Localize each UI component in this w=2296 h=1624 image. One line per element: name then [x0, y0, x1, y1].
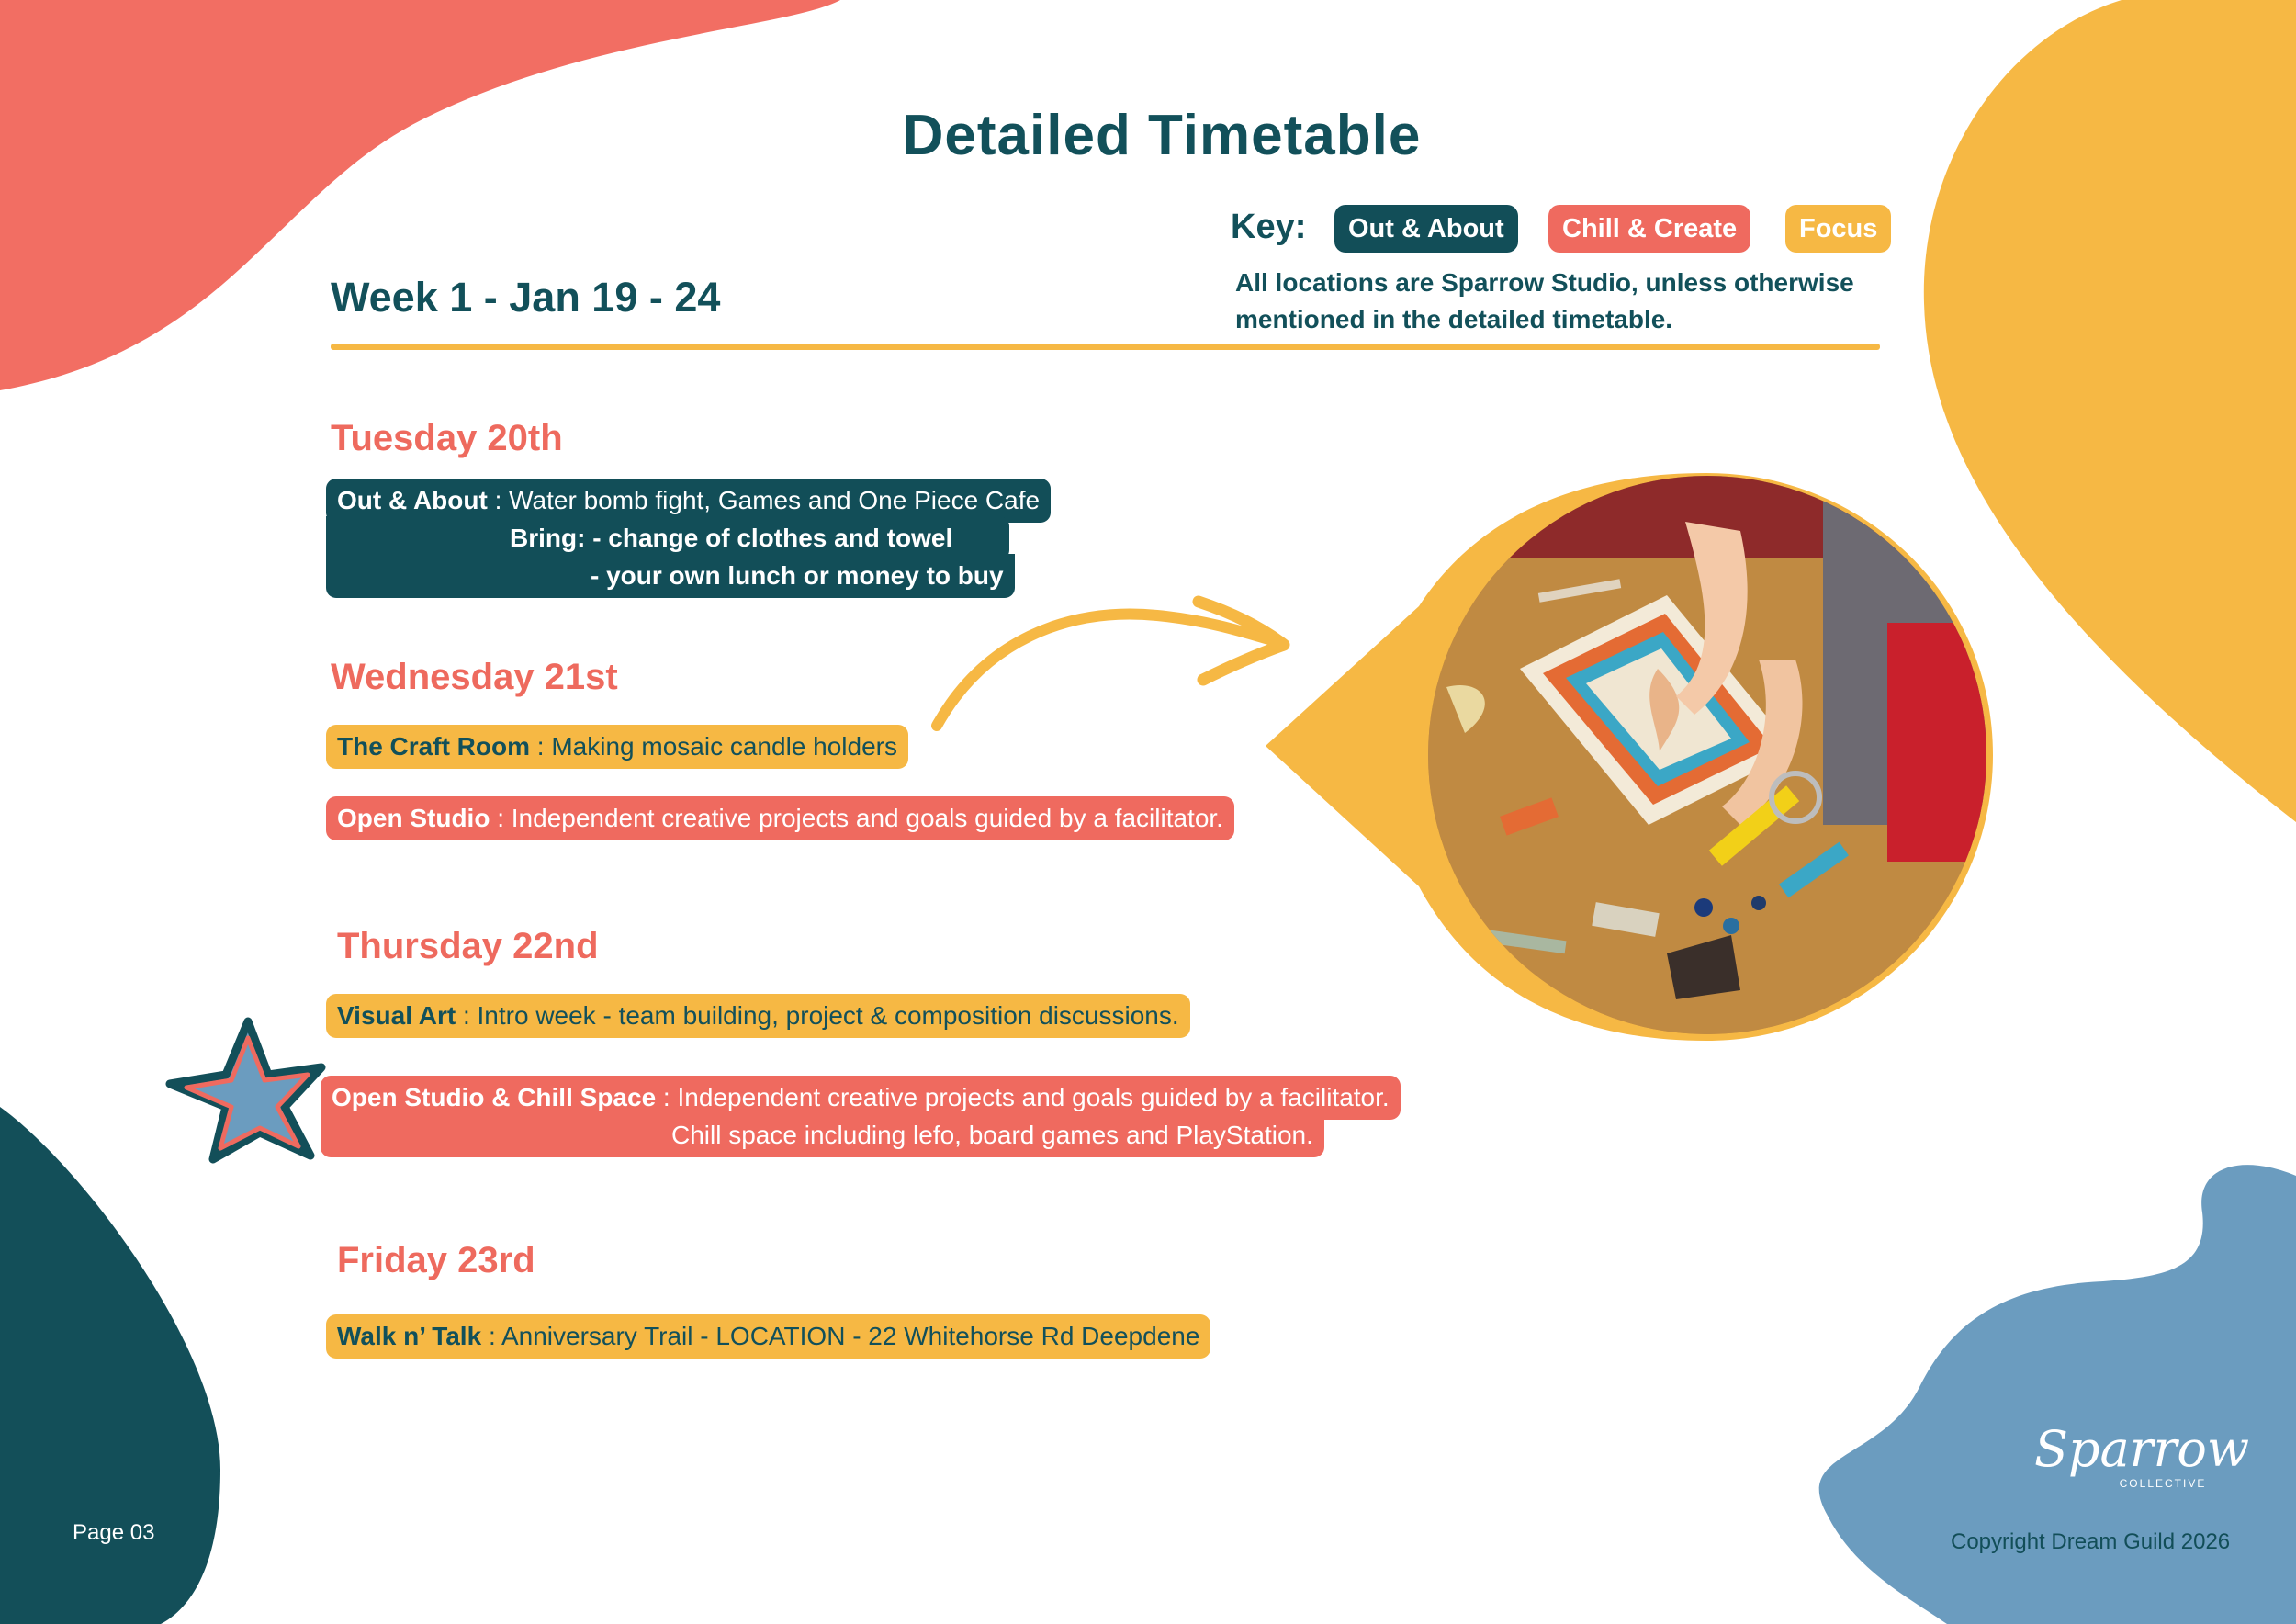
event-walk-n-talk	[326, 1314, 1210, 1359]
logo-wordmark: Sparrow	[2034, 1420, 2250, 1478]
divider	[331, 344, 1880, 350]
event-description: : Intro week - team building, project & composition discussions.	[456, 1001, 1179, 1030]
event-title: Out & About	[337, 486, 488, 514]
day-heading-friday: Friday 23rd	[337, 1240, 535, 1280]
event-description: : Water bomb fight, Games and One Piece Cafe	[487, 486, 1041, 514]
event-description: : Independent creative projects and goals guided by a facilitator.	[656, 1083, 1390, 1111]
event-description: : Making mosaic candle holders	[530, 732, 897, 761]
event-title: The Craft Room	[337, 732, 530, 761]
mosaic-craft-photo	[1428, 476, 1986, 1034]
event-chill-space-line: Chill space including lefo, board games and PlayStation.	[321, 1113, 1324, 1157]
key-label: Key:	[1231, 208, 1307, 246]
location-note: All locations are Sparrow Studio, unless otherwise mentioned in the detailed timetable.	[1235, 268, 1854, 333]
blue-blob-decoration	[1819, 1165, 2296, 1624]
event-description: : Independent creative projects and goals guided by a facilitator.	[490, 804, 1223, 832]
event-title: Visual Art	[337, 1001, 456, 1030]
week-heading: Week 1 - Jan 19 - 24	[331, 274, 721, 321]
teal-blob-decoration	[0, 1107, 220, 1624]
page-title: Detailed Timetable	[902, 104, 1422, 167]
arrow-head-icon	[1199, 602, 1284, 680]
day-heading-wednesday: Wednesday 21st	[331, 657, 618, 697]
event-title: Open Studio & Chill Space	[332, 1083, 657, 1111]
key-focus: Focus	[1785, 205, 1891, 253]
coral-blob-decoration	[0, 0, 840, 390]
sparrow-logo	[2034, 1420, 2250, 1490]
event-bring-line-2: - your own lunch or money to buy	[326, 554, 1015, 598]
day-heading-thursday: Thursday 22nd	[337, 926, 599, 966]
event-title: Walk n’ Talk	[337, 1322, 482, 1350]
key-out-and-about: Out & About	[1334, 205, 1518, 253]
event-bring-line-1: Bring: - change of clothes and towel	[326, 516, 1009, 560]
event-description: : Anniversary Trail - LOCATION - 22 Whitehorse Rd Deepdene	[481, 1322, 1200, 1350]
event-visual-art	[326, 994, 1190, 1038]
page-number: Page 03	[73, 1520, 155, 1545]
copyright: Copyright Dream Guild 2026	[1951, 1529, 2231, 1554]
logo-subtitle: COLLECTIVE	[2119, 1477, 2207, 1490]
day-heading-tuesday: Tuesday 20th	[331, 418, 563, 458]
event-title: Open Studio	[337, 804, 490, 832]
event-craft-room	[326, 725, 908, 769]
event-open-studio	[326, 796, 1234, 840]
key-chill-and-create: Chill & Create	[1548, 205, 1750, 253]
